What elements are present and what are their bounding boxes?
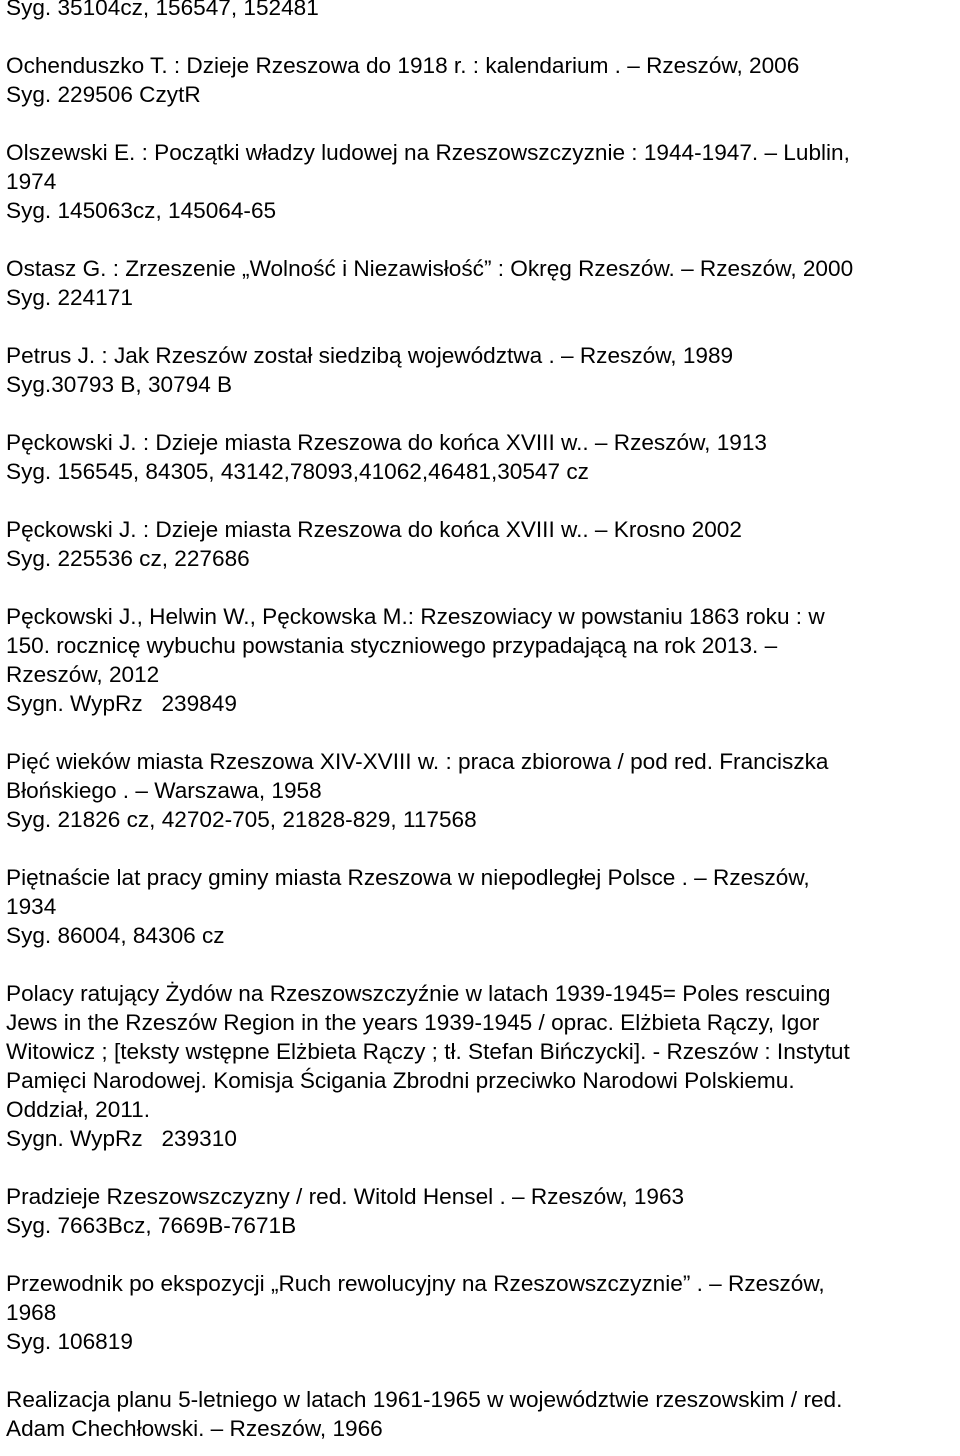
entry-line: Syg.30793 B, 30794 B [6,372,233,397]
bibliography-entry [6,515,956,573]
bibliography-entry [6,0,956,22]
entry-line: Syg. 156545, 84305, 43142,78093,41062,46481,30547 cz [6,459,589,484]
entry-line: Adam Chechłowski. – Rzeszów, 1966 [6,1416,383,1441]
entry-line: Syg. 225536 cz, 227686 [6,546,250,571]
entry-line: Syg. 106819 [6,1329,133,1354]
entry-line: Syg. 21826 cz, 42702-705, 21828-829, 117568 [6,807,477,832]
bibliography-entry [6,254,956,312]
entry-line: Pradzieje Rzeszowszczyzny / red. Witold Hensel . – Rzeszów, 1963 [6,1184,685,1209]
entry-line: Jews in the Rzeszów Region in the years 1939-1945 / oprac. Elżbieta Rączy, Igor [6,1010,820,1035]
bibliography-entry [6,602,956,718]
entry-line: 1968 [6,1300,57,1325]
bibliography-entry [6,979,956,1153]
bibliography-entry [6,1385,956,1443]
entry-line: Przewodnik po ekspozycji „Ruch rewolucyjny na Rzeszowszczyznie” . – Rzeszów, [6,1271,825,1296]
bibliography-entry [6,747,956,834]
entry-line: Petrus J. : Jak Rzeszów został siedzibą województwa . – Rzeszów, 1989 [6,343,734,368]
entry-line: Witowicz ; [teksty wstępne Elżbieta Rączy ; tł. Stefan Bińczycki]. - Rzeszów : Instytut [6,1039,850,1064]
entry-line: Pęckowski J. : Dzieje miasta Rzeszowa do końca XVIII w.. – Krosno 2002 [6,517,742,542]
entry-line: Rzeszów, 2012 [6,662,160,687]
entry-line: Pęckowski J., Helwin W., Pęckowska M.: Rzeszowiacy w powstaniu 1863 roku : w [6,604,825,629]
entry-line: Syg. 86004, 84306 cz [6,923,225,948]
entry-line: Piętnaście lat pracy gminy miasta Rzeszowa w niepodległej Polsce . – Rzeszów, [6,865,810,890]
entry-line: Ochenduszko T. : Dzieje Rzeszowa do 1918 r. : kalendarium . – Rzeszów, 2006 [6,53,800,78]
entry-line: 150. rocznicę wybuchu powstania styczniowego przypadającą na rok 2013. – [6,633,778,658]
entry-line: Pęckowski J. : Dzieje miasta Rzeszowa do końca XVIII w.. – Rzeszów, 1913 [6,430,767,455]
bibliography-entry [6,1182,956,1240]
entry-line: Pięć wieków miasta Rzeszowa XIV-XVIII w. : praca zbiorowa / pod red. Franciszka [6,749,829,774]
entry-line: Syg. 145063cz, 145064-65 [6,198,277,223]
entry-line: Syg. 35104cz, 156547, 152481 [6,0,319,20]
entry-line: Oddział, 2011. [6,1097,151,1122]
entry-line: Pamięci Narodowej. Komisja Ścigania Zbrodni przeciwko Narodowi Polskiemu. [6,1068,795,1093]
bibliography-entry [6,51,956,109]
entry-line: Sygn. WypRz 239310 [6,1126,237,1151]
bibliography-page [6,0,956,1443]
entry-line: Sygn. WypRz 239849 [6,691,237,716]
entry-line: Polacy ratujący Żydów na Rzeszowszczyźnie w latach 1939-1945= Poles rescuing [6,981,831,1006]
entry-line: Realizacja planu 5-letniego w latach 1961-1965 w województwie rzeszowskim / red. [6,1387,843,1412]
entry-line: 1934 [6,894,57,919]
entry-line: Syg. 224171 [6,285,133,310]
entry-line: Błońskiego . – Warszawa, 1958 [6,778,322,803]
bibliography-entry [6,341,956,399]
bibliography-entry [6,428,956,486]
entry-line: Ostasz G. : Zrzeszenie „Wolność i Niezawisłość” : Okręg Rzeszów. – Rzeszów, 2000 [6,256,854,281]
bibliography-entry [6,863,956,950]
bibliography-entry [6,138,956,225]
entry-line: Syg. 7663Bcz, 7669B-7671B [6,1213,297,1238]
entry-line: Olszewski E. : Początki władzy ludowej na Rzeszowszczyznie : 1944-1947. – Lublin, [6,140,850,165]
bibliography-entry [6,1269,956,1356]
entry-line: 1974 [6,169,57,194]
entry-line: Syg. 229506 CzytR [6,82,201,107]
